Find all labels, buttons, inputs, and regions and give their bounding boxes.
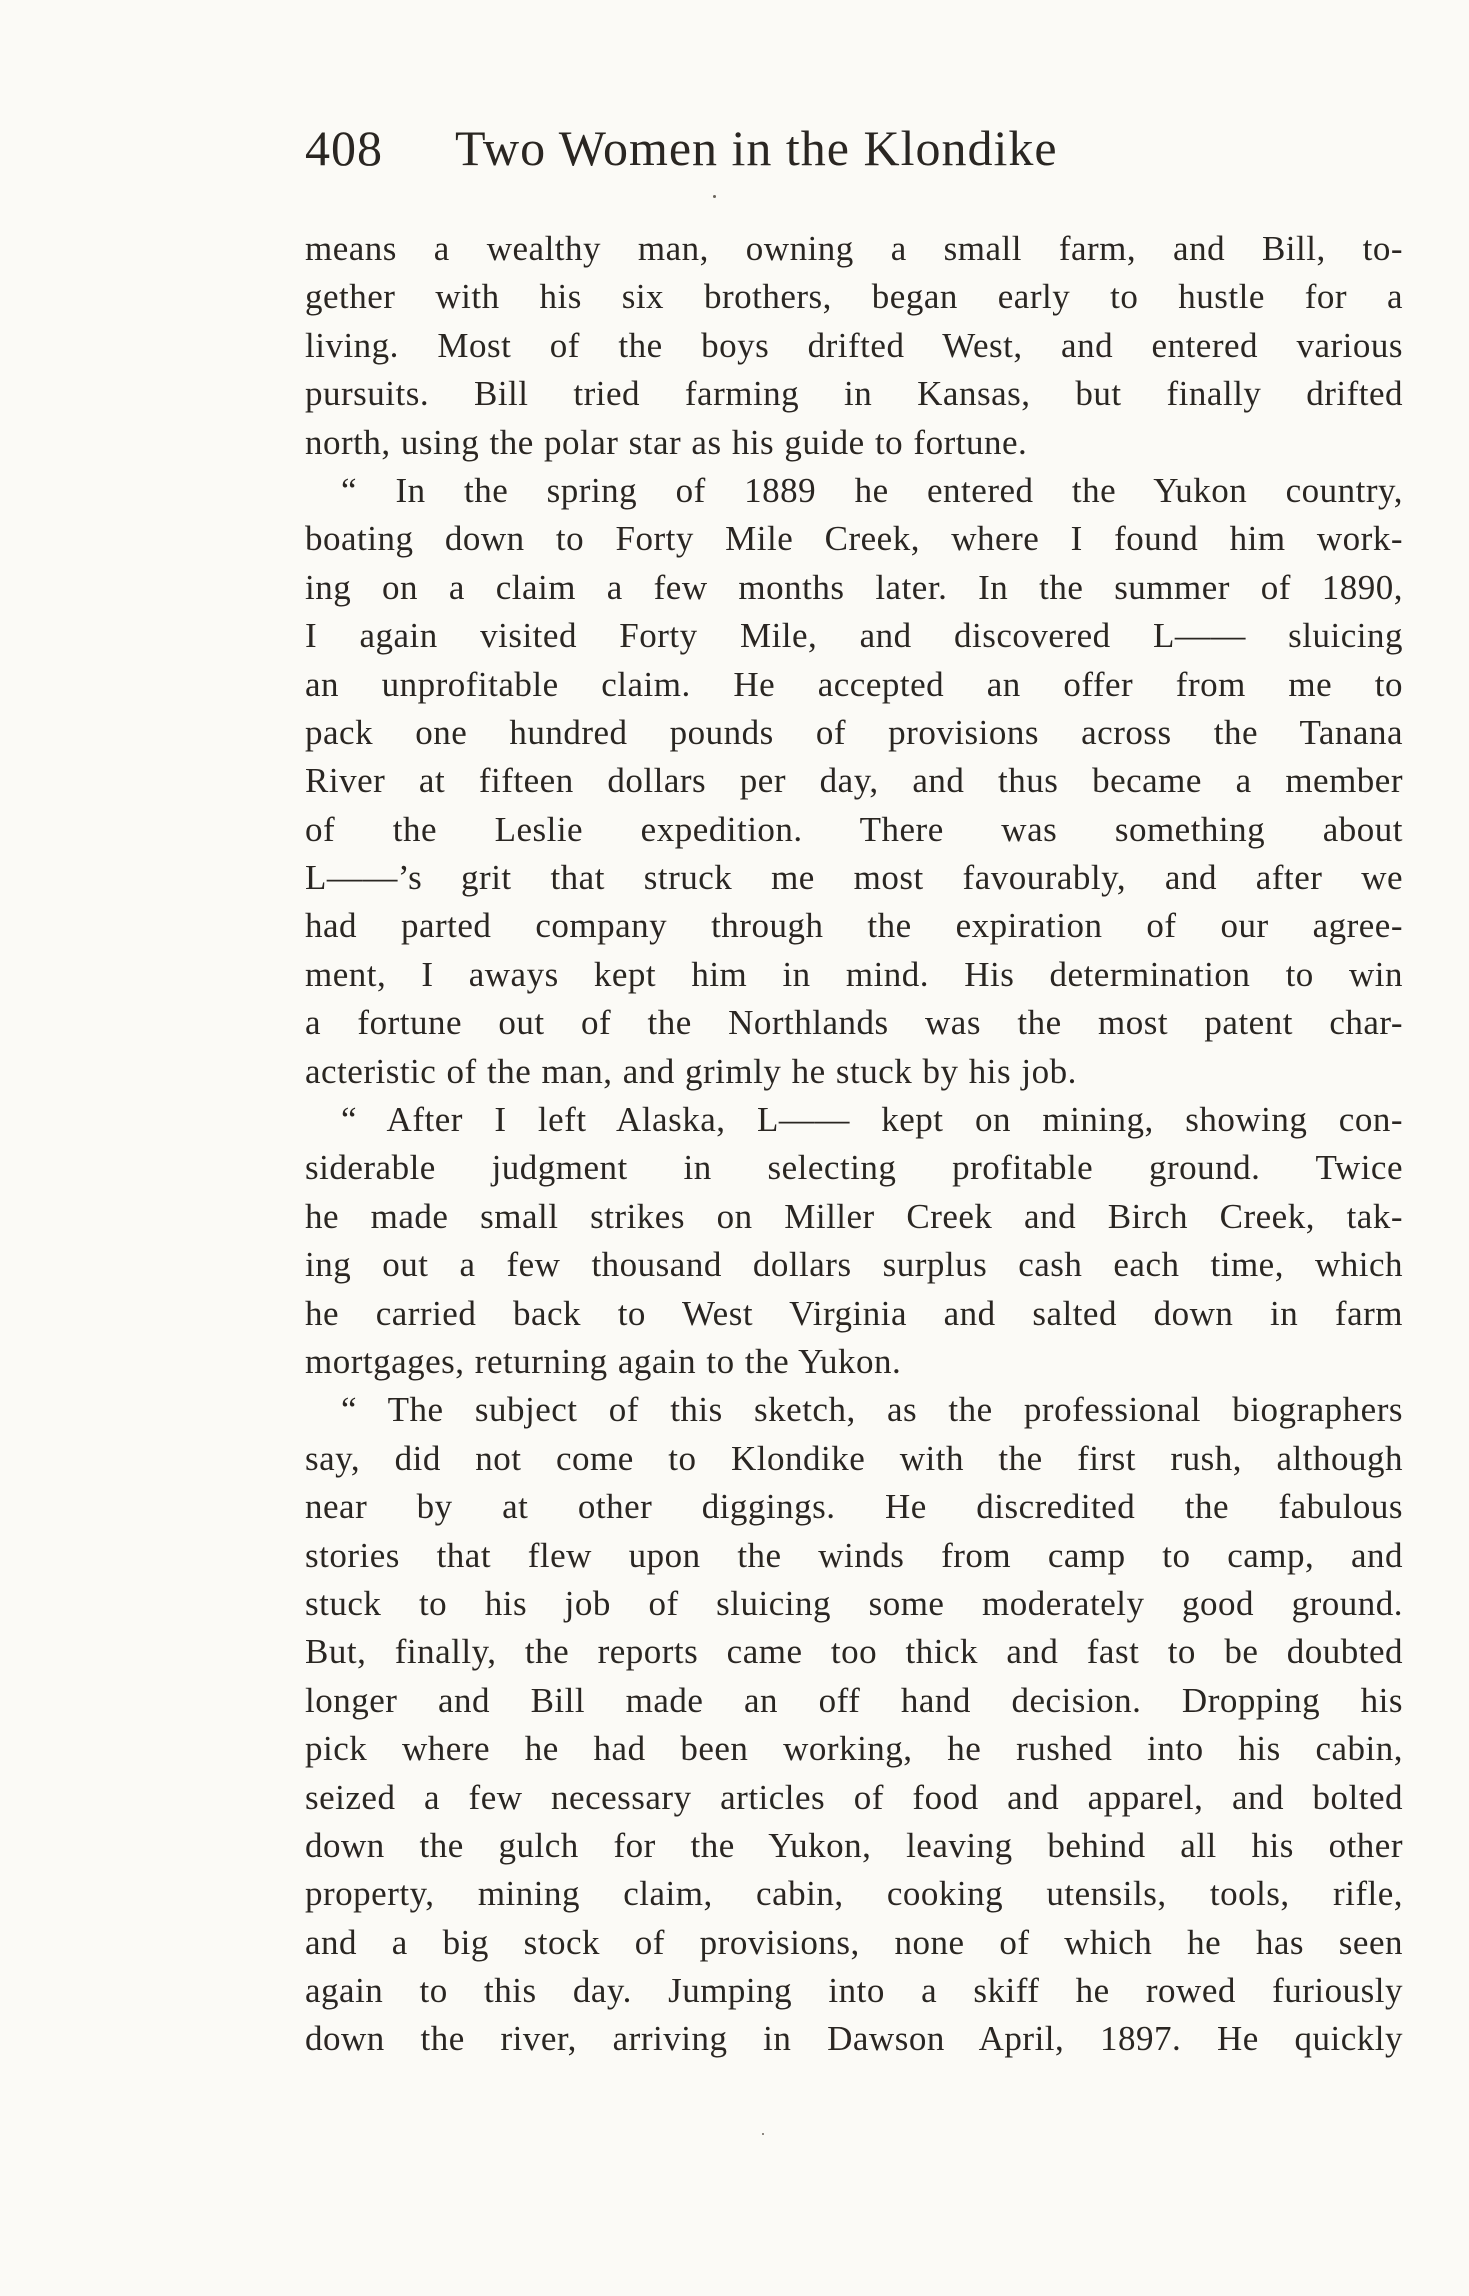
text-line: siderable judgment in selecting profitable ground. Twice (305, 1148, 1403, 1188)
text-line: ing out a few thousand dollars surplus cash each time, which (305, 1245, 1403, 1285)
text-line: ing on a claim a few months later. In the summer of 1890, (305, 567, 1403, 607)
text-line: down the gulch for the Yukon, leaving behind all his other (305, 1825, 1403, 1865)
text-line: a fortune out of the Northlands was the most patent char- (305, 1003, 1403, 1043)
text-line: ment, I aways kept him in mind. His determination to win (305, 954, 1403, 994)
text-line: longer and Bill made an off hand decision. Dropping his (305, 1680, 1403, 1720)
text-line: L——’s grit that struck me most favourably, and after we (305, 858, 1403, 898)
text-line: boating down to Forty Mile Creek, where I found him work- (305, 519, 1403, 559)
text-line: means a wealthy man, owning a small farm, and Bill, to- (305, 229, 1403, 268)
text-line: “ After I left Alaska, L—— kept on mining, showing con- (341, 1100, 1403, 1140)
text-line: River at fifteen dollars per day, and thus became a member (305, 761, 1403, 801)
text-line: living. Most of the boys drifted West, and entered various (305, 325, 1403, 365)
text-line: mortgages, returning again to the Yukon. (305, 1341, 902, 1381)
text-line: north, using the polar star as his guide to fortune. (305, 422, 1028, 462)
text-line: “ The subject of this sketch, as the professional biographers (341, 1390, 1403, 1430)
ink-speck (713, 195, 716, 198)
text-line: pick where he had been working, he rushed into his cabin, (305, 1729, 1403, 1769)
page-header (305, 108, 1405, 188)
text-line: But, finally, the reports came too thick and fast to be doubted (305, 1632, 1403, 1672)
body-text (305, 225, 1403, 2064)
text-line: stories that flew upon the winds from camp to camp, and (305, 1535, 1403, 1575)
text-line: property, mining claim, cabin, cooking utensils, tools, rifle, (305, 1874, 1403, 1914)
text-line: “ In the spring of 1889 he entered the Yukon country, (341, 470, 1403, 510)
text-line: acteristic of the man, and grimly he stuck by his job. (305, 1051, 1077, 1091)
page-number: 408 (305, 120, 383, 176)
text-line: I again visited Forty Mile, and discovered L—— sluicing (305, 616, 1403, 656)
text-line: seized a few necessary articles of food and apparel, and bolted (305, 1777, 1403, 1817)
text-line: pack one hundred pounds of provisions across the Tanana (305, 712, 1403, 752)
text-line: down the river, arriving in Dawson April, 1897. He quickly (305, 2019, 1403, 2059)
text-line: gether with his six brothers, began early to hustle for a (305, 277, 1403, 317)
text-line: an unprofitable claim. He accepted an offer from me to (305, 664, 1403, 704)
text-line: say, did not come to Klondike with the first rush, although (305, 1438, 1403, 1478)
text-line: again to this day. Jumping into a skiff he rowed furiously (305, 1971, 1403, 2011)
text-line: he carried back to West Virginia and salted down in farm (305, 1293, 1403, 1333)
text-line: and a big stock of provisions, none of which he has seen (305, 1922, 1403, 1962)
running-title: Two Women in the Klondike (455, 120, 1058, 176)
text-line: he made small strikes on Miller Creek and Birch Creek, tak- (305, 1196, 1403, 1236)
text-line: had parted company through the expiration of our agree- (305, 906, 1403, 946)
text-line: pursuits. Bill tried farming in Kansas, but finally drifted (305, 374, 1403, 414)
text-line: stuck to his job of sluicing some moderately good ground. (305, 1583, 1403, 1623)
text-line: of the Leslie expedition. There was something about (305, 809, 1403, 849)
text-line: near by at other diggings. He discredited the fabulous (305, 1487, 1403, 1527)
ink-speck (762, 2133, 764, 2135)
